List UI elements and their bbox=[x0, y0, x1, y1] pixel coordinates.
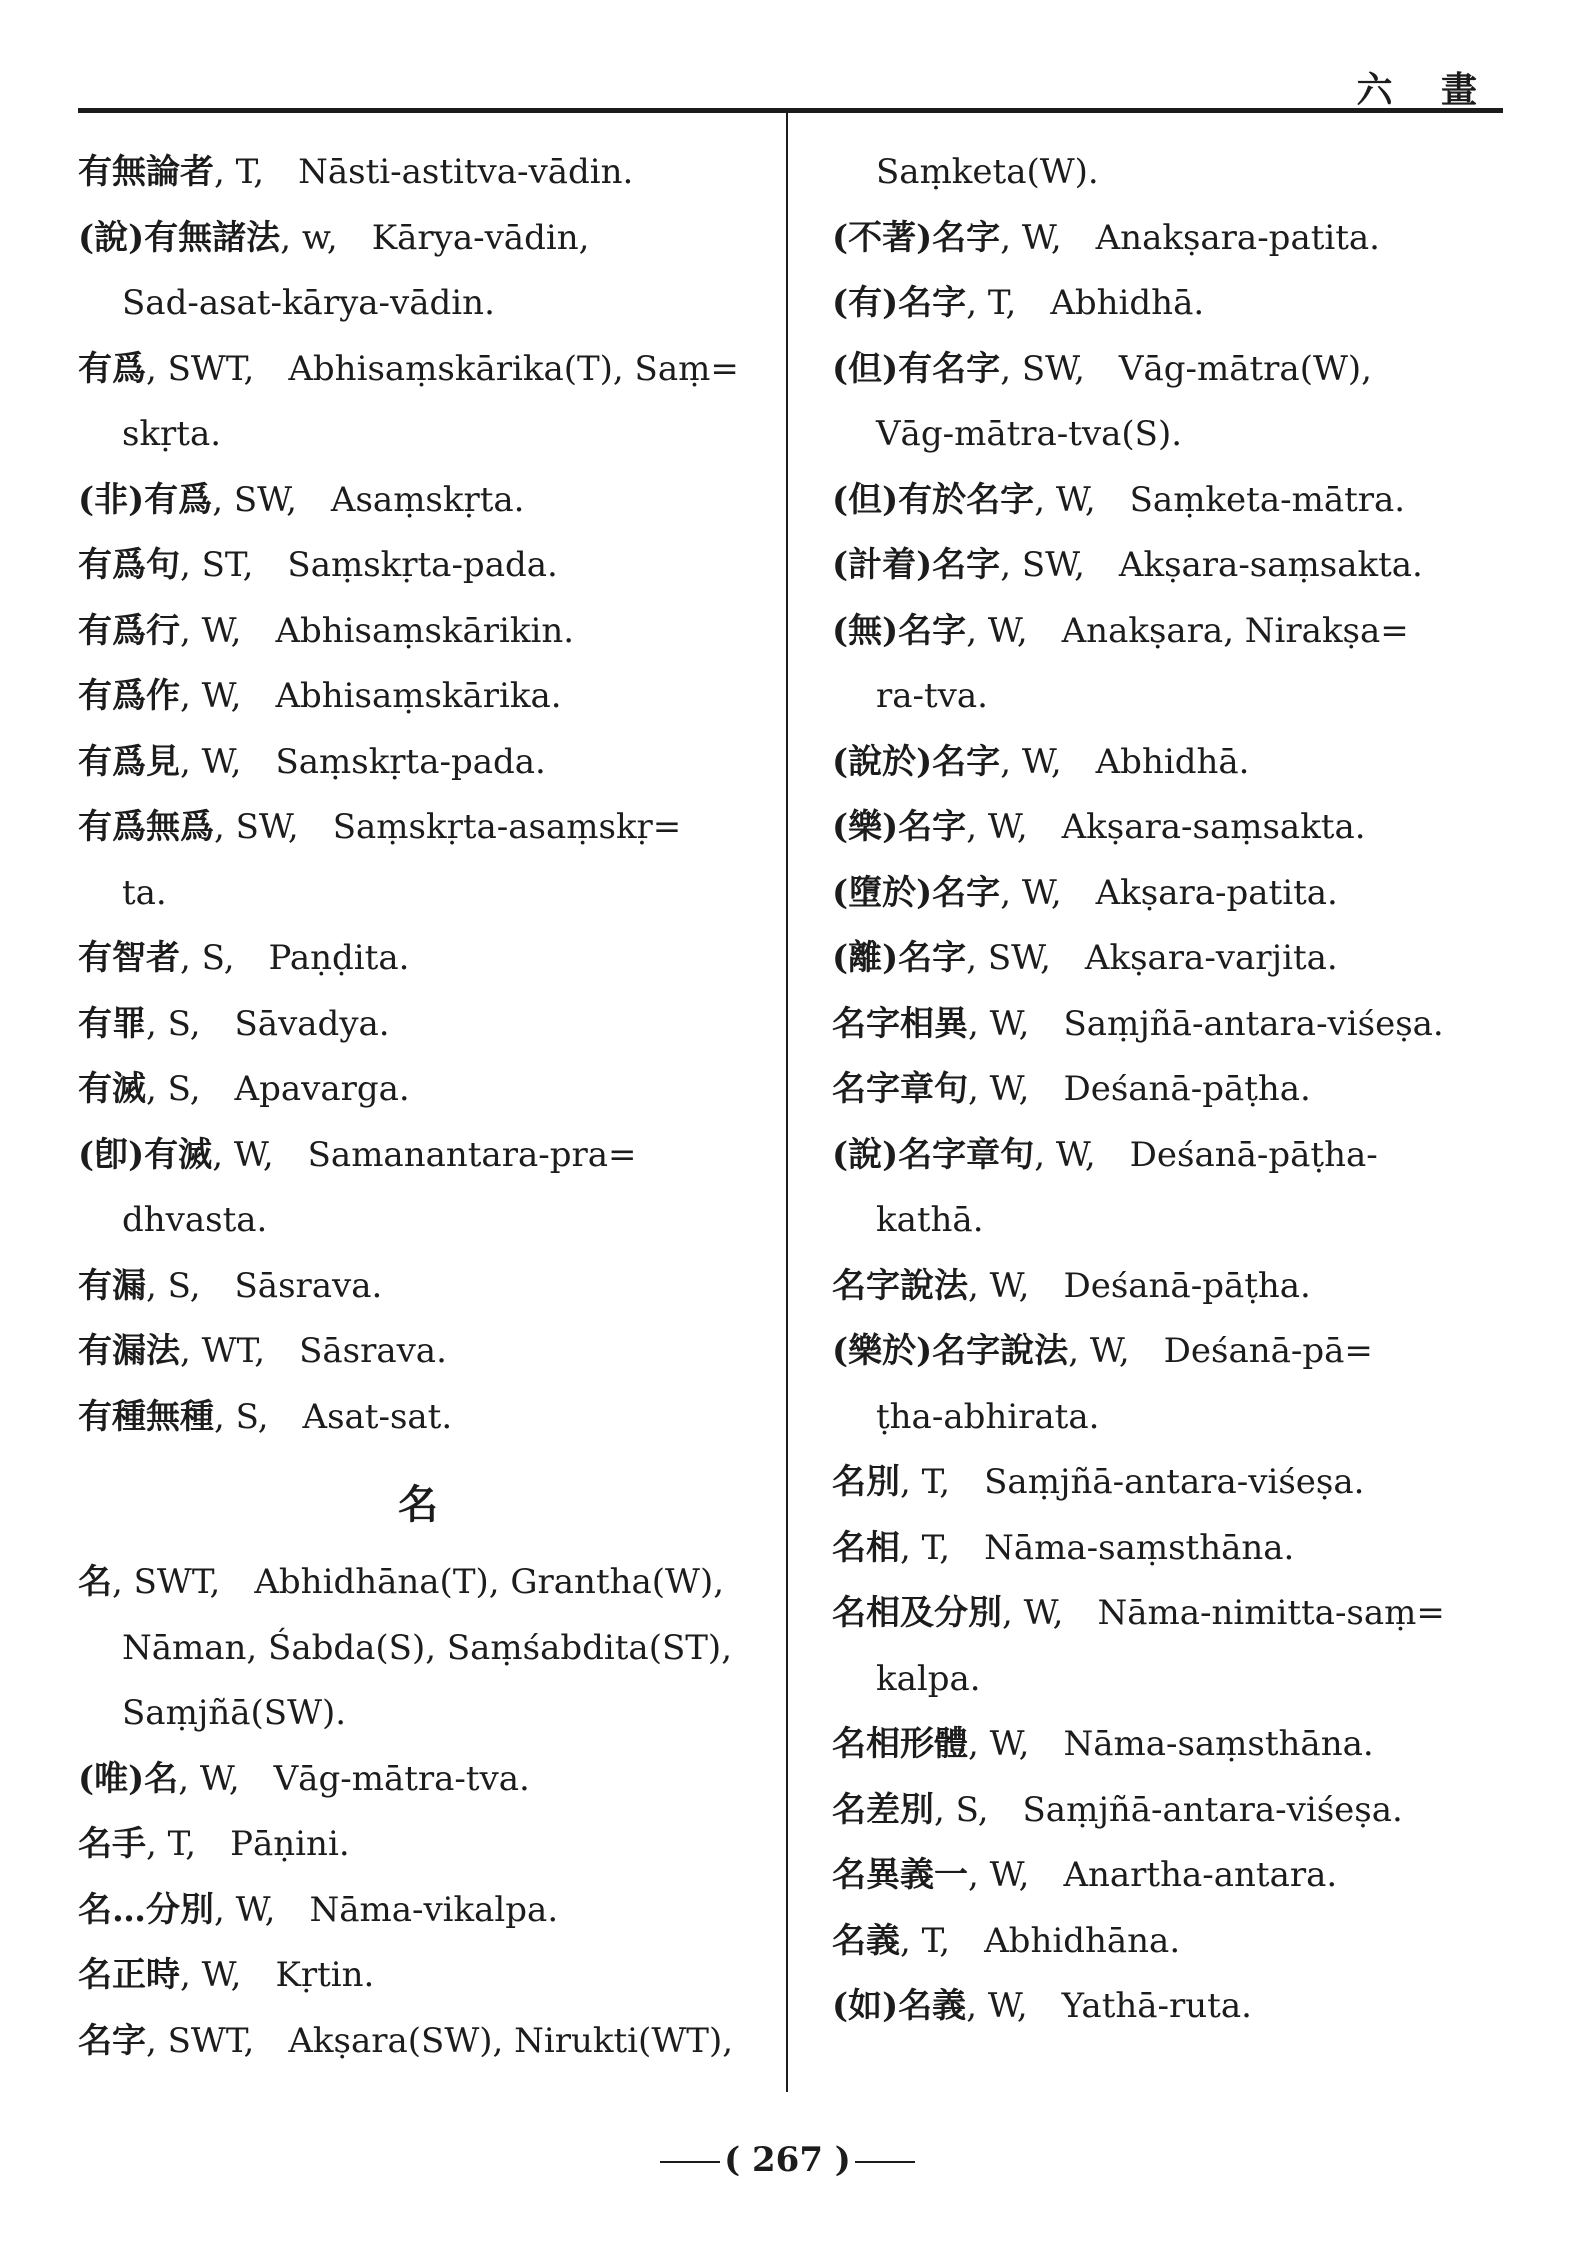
entry-source: T, bbox=[921, 1920, 951, 1961]
entry-source: W, bbox=[201, 741, 242, 782]
entry-sanskrit: Akṣara(SW), Nirukti(WT), bbox=[288, 2020, 734, 2061]
entry-sanskrit: Sāsrava. bbox=[234, 1265, 383, 1306]
entry-source: W, bbox=[1021, 872, 1062, 913]
entry-source: W, bbox=[989, 1855, 1030, 1895]
page-number-dash-right bbox=[855, 2161, 915, 2163]
entry-sanskrit: Anakṣara, Nirakṣa= bbox=[1061, 610, 1409, 651]
entry-source: S, bbox=[167, 1069, 201, 1109]
dictionary-entry: 有爲見, W, Saṃskṛta-pada. bbox=[78, 741, 546, 782]
dictionary-entry: 有爲行, W, Abhisaṃskārikin. bbox=[78, 610, 575, 651]
dictionary-entry: (樂)名字, W, Akṣara-saṃsakta. bbox=[832, 807, 1366, 847]
dictionary-entry: 名相及分別, W, Nāma-nimitta-saṃ= bbox=[832, 1593, 1445, 1633]
dictionary-entry: 有爲作, W, Abhisaṃskārika. bbox=[78, 676, 562, 716]
entry-source: T, bbox=[235, 152, 265, 192]
entry-headword: 有滅 bbox=[78, 1069, 146, 1109]
dictionary-entry: (無)名字, W, Anakṣara, Nirakṣa= bbox=[832, 610, 1409, 651]
entry-headword: (墮於)名字 bbox=[832, 872, 1001, 913]
page-number-dash-left bbox=[660, 2161, 720, 2163]
entry-continuation: Sad-asat-kārya-vādin. bbox=[122, 283, 495, 323]
entry-source: W, bbox=[1055, 479, 1096, 520]
entry-continuation: ra-tva. bbox=[876, 676, 988, 716]
dictionary-entry: 名相, T, Nāma-saṃsthāna. bbox=[832, 1527, 1295, 1568]
entry-headword: 有爲見 bbox=[78, 741, 180, 782]
entry-sanskrit: Sāsrava. bbox=[299, 1331, 447, 1371]
entry-source: W, bbox=[989, 1724, 1030, 1764]
entry-source: SW, bbox=[235, 807, 299, 847]
dictionary-entry: 名手, T, Pāṇini. bbox=[78, 1824, 350, 1864]
entry-source: W, bbox=[987, 807, 1028, 847]
right-column bbox=[832, 140, 1512, 2040]
entry-headword: (卽)有滅 bbox=[78, 1134, 213, 1175]
entry-headword: (非)有爲 bbox=[78, 479, 213, 520]
entry-sanskrit: Abhisaṃskārikin. bbox=[275, 610, 575, 651]
entry-headword: (唯)名 bbox=[78, 1758, 179, 1799]
dictionary-entry: (不著)名字, W, Anakṣara-patita. bbox=[832, 217, 1380, 258]
entry-sanskrit: Apavarga. bbox=[234, 1069, 410, 1109]
entry-headword: 有無論者 bbox=[78, 152, 214, 192]
entry-source: S, bbox=[955, 1789, 989, 1830]
entry-source: SW, bbox=[1021, 545, 1085, 585]
entry-source: W, bbox=[1089, 1331, 1130, 1371]
entry-headword: 名字章句 bbox=[832, 1069, 968, 1109]
dictionary-entry: 有滅, S, Apavarga. bbox=[78, 1069, 410, 1109]
dictionary-entry: (非)有爲, SW, Asaṃskṛta. bbox=[78, 479, 525, 520]
entry-headword: 有漏 bbox=[78, 1265, 146, 1306]
dictionary-entry: 名字, SWT, Akṣara(SW), Nirukti(WT), bbox=[78, 2020, 734, 2061]
entry-headword: 有爲 bbox=[78, 348, 146, 389]
dictionary-entry: 名字說法, W, Deśanā-pāṭha. bbox=[832, 1265, 1311, 1306]
column-divider bbox=[786, 112, 788, 2092]
dictionary-entry: (計着)名字, SW, Akṣara-saṃsakta. bbox=[832, 545, 1423, 585]
entry-source: W, bbox=[989, 1069, 1030, 1109]
entry-source: SW, bbox=[987, 938, 1051, 978]
dictionary-entry: 名字相異, W, Saṃjñā-antara-viśeṣa. bbox=[832, 1003, 1444, 1044]
dictionary-entry: 名相形體, W, Nāma-saṃsthāna. bbox=[832, 1724, 1374, 1764]
entry-headword: (樂)名字 bbox=[832, 807, 967, 847]
entry-headword: (有)名字 bbox=[832, 283, 967, 323]
page-header-title: 六 畫 bbox=[1356, 69, 1495, 111]
entry-headword: 有智者 bbox=[78, 938, 180, 978]
entry-headword: (但)有於名字 bbox=[832, 479, 1035, 520]
entry-continuation: ta. bbox=[122, 872, 167, 913]
entry-source: T, bbox=[921, 1527, 951, 1568]
entry-source: W, bbox=[1021, 217, 1062, 258]
entry-source: S, bbox=[167, 1265, 201, 1306]
entry-sanskrit: Vāg-mātra(W), bbox=[1118, 348, 1372, 389]
entry-headword: 名正時 bbox=[78, 1955, 180, 1995]
entry-headword: (樂於)名字說法 bbox=[832, 1331, 1069, 1371]
dictionary-entry: (如)名義, W, Yathā-ruta. bbox=[832, 1986, 1252, 2026]
entry-source: W, bbox=[989, 1003, 1030, 1044]
entry-source: W, bbox=[201, 610, 242, 651]
entry-headword: 有爲無爲 bbox=[78, 807, 214, 847]
entry-sanskrit: Asaṃskṛta. bbox=[330, 479, 525, 520]
entry-sanskrit: Saṃjñā-antara-viśeṣa. bbox=[1022, 1789, 1403, 1830]
entry-source: SWT, bbox=[167, 348, 255, 389]
entry-sanskrit: Saṃskṛta-asaṃskṛ= bbox=[332, 807, 682, 847]
entry-source: W, bbox=[201, 676, 242, 716]
entry-sanskrit: Nāma-vikalpa. bbox=[309, 1889, 559, 1930]
entry-source: ST, bbox=[201, 545, 254, 585]
entry-sanskrit: Samanantara-pra= bbox=[307, 1134, 637, 1175]
entry-sanskrit: Yathā-ruta. bbox=[1061, 1986, 1252, 2026]
entry-sanskrit: Saṃketa-mātra. bbox=[1129, 479, 1406, 520]
entry-sanskrit: Deśanā-pā= bbox=[1163, 1331, 1373, 1371]
entry-source: W, bbox=[1055, 1134, 1096, 1175]
entry-headword: 名字說法 bbox=[832, 1265, 968, 1306]
entry-continuation: ṭha-abhirata. bbox=[876, 1396, 1100, 1437]
entry-sanskrit: Akṣara-patita. bbox=[1095, 872, 1338, 913]
entry-sanskrit: Nāma-saṃsthāna. bbox=[1063, 1724, 1374, 1764]
dictionary-entry: 有爲, SWT, Abhisaṃskārika(T), Saṃ= bbox=[78, 348, 739, 389]
entry-source: W, bbox=[987, 1986, 1028, 2026]
entry-source: W, bbox=[199, 1758, 240, 1799]
entry-source: W, bbox=[1023, 1593, 1064, 1633]
entry-headword: 有種無種 bbox=[78, 1396, 214, 1437]
entry-headword: 名字相異 bbox=[832, 1003, 968, 1044]
entry-headword: 名別 bbox=[832, 1462, 900, 1502]
entry-source: W, bbox=[233, 1134, 274, 1175]
entry-sanskrit: Vāg-mātra-tva. bbox=[273, 1758, 530, 1799]
entry-headword: 名異義一 bbox=[832, 1855, 968, 1895]
entry-source: T, bbox=[167, 1824, 197, 1864]
entry-source: w, bbox=[301, 217, 338, 258]
dictionary-entry: (離)名字, SW, Akṣara-varjita. bbox=[832, 938, 1338, 978]
entry-continuation: kathā. bbox=[876, 1200, 984, 1240]
entry-source: W, bbox=[1021, 741, 1062, 782]
entry-headword: 名差別 bbox=[832, 1789, 934, 1830]
entry-sanskrit: Anartha-antara. bbox=[1063, 1855, 1338, 1895]
entry-headword: (說)名字章句 bbox=[832, 1134, 1035, 1175]
entry-headword: 有爲作 bbox=[78, 676, 180, 716]
dictionary-entry: 名異義一, W, Anartha-antara. bbox=[832, 1855, 1338, 1895]
dictionary-entry: 名義, T, Abhidhāna. bbox=[832, 1920, 1181, 1961]
dictionary-entry: (卽)有滅, W, Samanantara-pra= bbox=[78, 1134, 637, 1175]
entry-headword: (不著)名字 bbox=[832, 217, 1001, 258]
entry-source: SWT, bbox=[133, 1562, 221, 1602]
dictionary-entry: 有智者, S, Paṇḍita. bbox=[78, 938, 410, 978]
entry-headword: 有爲行 bbox=[78, 610, 180, 651]
entry-sanskrit: Saṃjñā-antara-viśeṣa. bbox=[1063, 1003, 1444, 1044]
entry-headword: 名字 bbox=[78, 2020, 146, 2061]
entry-source: W, bbox=[989, 1265, 1030, 1306]
dictionary-entry: 有漏法, WT, Sāsrava. bbox=[78, 1331, 447, 1371]
header-rule bbox=[78, 108, 1503, 113]
entry-headword: (但)有名字 bbox=[832, 348, 1001, 389]
entry-sanskrit: Saṃskṛta-pada. bbox=[275, 741, 546, 782]
dictionary-entry: 有無論者, T, Nāsti-astitva-vādin. bbox=[78, 152, 634, 192]
entry-headword: (離)名字 bbox=[832, 938, 967, 978]
entry-source: S, bbox=[235, 1396, 269, 1437]
entry-headword: 名相及分別 bbox=[832, 1593, 1002, 1633]
entry-headword: (說)有無諸法 bbox=[78, 217, 281, 258]
entry-source: WT, bbox=[201, 1331, 266, 1371]
dictionary-entry: 名別, T, Saṃjñā-antara-viśeṣa. bbox=[832, 1462, 1365, 1502]
left-column bbox=[78, 140, 758, 2074]
entry-source: SWT, bbox=[167, 2020, 255, 2061]
entry-headword: (無)名字 bbox=[832, 610, 967, 651]
entry-headword: (如)名義 bbox=[832, 1986, 967, 2026]
page-number bbox=[0, 2140, 1575, 2180]
entry-headword: (計着)名字 bbox=[832, 545, 1001, 585]
entry-headword: 名手 bbox=[78, 1824, 146, 1864]
dictionary-entry: 有漏, S, Sāsrava. bbox=[78, 1265, 383, 1306]
dictionary-entry: (有)名字, T, Abhidhā. bbox=[832, 283, 1205, 323]
entry-sanskrit: Abhisaṃskārika(T), Saṃ= bbox=[288, 348, 739, 389]
entry-sanskrit: Anakṣara-patita. bbox=[1095, 217, 1380, 258]
dictionary-entry: (樂於)名字說法, W, Deśanā-pā= bbox=[832, 1331, 1373, 1371]
dictionary-entry: 名, SWT, Abhidhāna(T), Grantha(W), bbox=[78, 1562, 725, 1602]
entry-source: SW, bbox=[1021, 348, 1085, 389]
entry-source: W, bbox=[987, 610, 1028, 651]
entry-sanskrit: Saṃjñā-antara-viśeṣa. bbox=[984, 1462, 1365, 1502]
entry-sanskrit: Akṣara-varjita. bbox=[1084, 938, 1338, 978]
entry-source: SW, bbox=[233, 479, 297, 520]
entry-sanskrit: Abhidhāna(T), Grantha(W), bbox=[254, 1562, 725, 1602]
entry-continuation: Saṃjñā(SW). bbox=[122, 1693, 347, 1733]
entry-sanskrit: Nāma-nimitta-saṃ= bbox=[1097, 1593, 1445, 1633]
entry-sanskrit: Kṛtin. bbox=[275, 1955, 375, 1995]
entry-sanskrit: Abhisaṃskārika. bbox=[275, 676, 562, 716]
entry-headword: 名 bbox=[78, 1562, 112, 1602]
entry-source: T, bbox=[921, 1462, 951, 1502]
dictionary-entry: (說於)名字, W, Abhidhā. bbox=[832, 741, 1250, 782]
dictionary-entry: 名差別, S, Saṃjñā-antara-viśeṣa. bbox=[832, 1789, 1403, 1830]
section-heading: 名 bbox=[398, 1481, 438, 1528]
entry-headword: 有漏法 bbox=[78, 1331, 180, 1371]
dictionary-entry: (墮於)名字, W, Akṣara-patita. bbox=[832, 872, 1338, 913]
entry-sanskrit: Deśanā-pāṭha. bbox=[1063, 1069, 1311, 1109]
entry-sanskrit: Deśanā-pāṭha- bbox=[1129, 1134, 1378, 1175]
dictionary-entry: 名字章句, W, Deśanā-pāṭha. bbox=[832, 1069, 1311, 1109]
dictionary-entry: (唯)名, W, Vāg-mātra-tva. bbox=[78, 1758, 530, 1799]
entry-sanskrit: Sāvadya. bbox=[234, 1003, 390, 1044]
entry-sanskrit: Asat-sat. bbox=[302, 1396, 453, 1437]
entry-sanskrit: Abhidhā. bbox=[1095, 741, 1250, 782]
entry-sanskrit: Deśanā-pāṭha. bbox=[1063, 1265, 1311, 1306]
dictionary-entry: 有種無種, S, Asat-sat. bbox=[78, 1396, 453, 1437]
entry-headword: 有罪 bbox=[78, 1003, 146, 1044]
dictionary-entry: (但)有於名字, W, Saṃketa-mātra. bbox=[832, 479, 1406, 520]
entry-continuation: Vāg-mātra-tva(S). bbox=[876, 414, 1183, 454]
entry-continuation: Saṃketa(W). bbox=[876, 152, 1099, 192]
entry-continuation: dhvasta. bbox=[122, 1200, 268, 1240]
entry-source: S, bbox=[201, 938, 235, 978]
entry-headword: 名相 bbox=[832, 1527, 900, 1568]
entry-continuation: Nāman, Śabda(S), Saṃśabdita(ST), bbox=[122, 1627, 733, 1668]
entry-headword: 名義 bbox=[832, 1920, 900, 1961]
entry-headword: 名…分別 bbox=[78, 1889, 214, 1930]
entry-sanskrit: Saṃskṛta-pada. bbox=[287, 545, 558, 585]
page-number-text: ( 267 ) bbox=[724, 2140, 851, 2180]
dictionary-entry: 有罪, S, Sāvadya. bbox=[78, 1003, 390, 1044]
entry-sanskrit: Abhidhāna. bbox=[984, 1920, 1181, 1961]
dictionary-entry: 有爲句, ST, Saṃskṛta-pada. bbox=[78, 545, 558, 585]
entry-sanskrit: Kārya-vādin, bbox=[371, 217, 590, 258]
entry-headword: (說於)名字 bbox=[832, 741, 1001, 782]
dictionary-entry: (說)有無諸法, w, Kārya-vādin, bbox=[78, 217, 590, 258]
entry-sanskrit: Paṇḍita. bbox=[268, 938, 410, 978]
entry-source: S, bbox=[167, 1003, 201, 1044]
entry-sanskrit: Abhidhā. bbox=[1050, 283, 1205, 323]
entry-headword: 有爲句 bbox=[78, 545, 180, 585]
dictionary-entry: (說)名字章句, W, Deśanā-pāṭha- bbox=[832, 1134, 1378, 1175]
entry-continuation: kalpa. bbox=[876, 1658, 981, 1699]
entry-sanskrit: Nāsti-astitva-vādin. bbox=[298, 152, 634, 192]
entry-sanskrit: Akṣara-saṃsakta. bbox=[1061, 807, 1366, 847]
entry-headword: 名相形體 bbox=[832, 1724, 968, 1764]
dictionary-entry: (但)有名字, SW, Vāg-mātra(W), bbox=[832, 348, 1372, 389]
entry-sanskrit: Pāṇini. bbox=[230, 1824, 350, 1864]
entry-source: T, bbox=[987, 283, 1017, 323]
entry-sanskrit: Nāma-saṃsthāna. bbox=[984, 1527, 1295, 1568]
dictionary-entry: 名正時, W, Kṛtin. bbox=[78, 1955, 375, 1995]
dictionary-entry: 有爲無爲, SW, Saṃskṛta-asaṃskṛ= bbox=[78, 807, 682, 847]
entry-continuation: skṛta. bbox=[122, 414, 222, 454]
dictionary-entry: 名…分別, W, Nāma-vikalpa. bbox=[78, 1889, 559, 1930]
entry-sanskrit: Akṣara-saṃsakta. bbox=[1118, 545, 1423, 585]
entry-source: W, bbox=[235, 1889, 276, 1930]
entry-source: W, bbox=[201, 1955, 242, 1995]
